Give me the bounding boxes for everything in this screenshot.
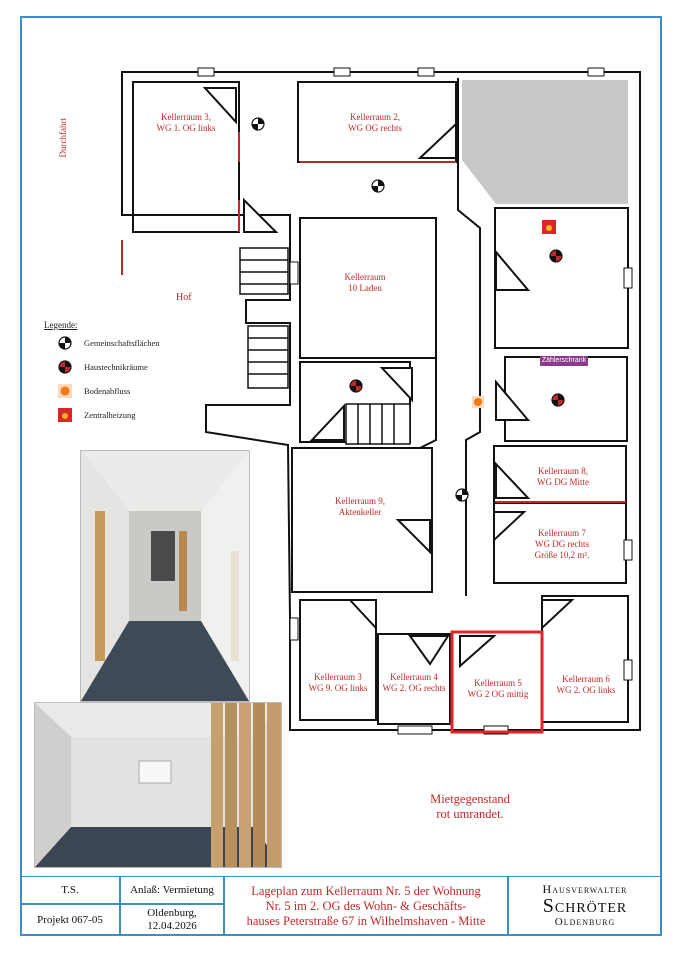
legend-label: Zentralheizung [84, 410, 136, 420]
zentralheizung-symbol [542, 220, 556, 234]
reason-cell: Anlaß: Vermietung [120, 876, 224, 904]
door-swing [350, 600, 376, 628]
shaded-area [462, 80, 628, 204]
legend-item [58, 408, 135, 422]
door-swing [410, 636, 448, 664]
door-swing [312, 406, 344, 440]
haustechnik-icon [58, 360, 72, 374]
brand-city: Oldenburg [554, 916, 616, 928]
door-swing [496, 252, 528, 290]
bodenabfluss-symbol [472, 396, 484, 408]
room-label-k3b: Kellerraum 3 WG 9. OG links [308, 672, 368, 693]
door-swing [398, 520, 430, 552]
title-block [20, 876, 662, 936]
plan-title-line: Lageplan zum Kellerraum Nr. 5 der Wohnung [251, 883, 481, 898]
author-cell: T.S. [20, 876, 120, 904]
legend-item [58, 384, 130, 398]
room-label-k6: Kellerraum 6 WG 2. OG links [556, 674, 616, 695]
room-label-k7: Kellerraum 7 WG DG rechts Größe 10,2 m². [534, 528, 590, 560]
door-swing [496, 382, 528, 420]
photo-corridor [80, 450, 250, 702]
door-swing [460, 636, 494, 666]
room-photo-illustration [35, 703, 281, 867]
legend-item [58, 336, 160, 350]
legend-label: Gemeinschaftsflächen [84, 338, 160, 348]
brand-logo [508, 876, 662, 936]
window [624, 268, 632, 288]
room-wall-zaehler [505, 357, 627, 441]
room-label-k9: Kellerraum 9, Aktenkeller [335, 496, 385, 517]
room-label-k10: Kellerraum 10 Laden [344, 272, 386, 293]
room-label-k3a: Kellerraum 3, WG 1. OG links [156, 112, 216, 133]
stairs [346, 404, 410, 444]
room-label-k2: Kellerraum 2, WG OG rechts [348, 112, 402, 133]
photo-room [34, 702, 282, 868]
zaehlerschrank-label: Zählerschrank [541, 357, 587, 364]
window [290, 618, 298, 640]
window [198, 68, 214, 76]
window [418, 68, 434, 76]
legend-label: Bodenabfluss [84, 386, 131, 396]
corridor-wall [420, 358, 436, 448]
durchfahrt-label: Durchfahrt [58, 118, 68, 158]
zentralheizung-icon [58, 408, 72, 422]
room-wall-k3b [300, 600, 376, 720]
stairs [240, 248, 288, 294]
mietgegenstand-note: Mietgegenstand rot umrandet. [430, 792, 510, 821]
window [290, 262, 298, 284]
plan-title-line: Nr. 5 im 2. OG des Wohn- & Geschäfts- [265, 898, 467, 913]
window [588, 68, 604, 76]
window [398, 726, 432, 734]
door-swing [542, 600, 572, 628]
legend-item [58, 360, 148, 374]
door-swing [382, 368, 412, 400]
plan-title-line: hauses Peterstraße 67 in Wilhelmshaven - Mitte [246, 913, 486, 928]
plan-title [224, 876, 508, 936]
legend-label: Haustechnikräume [84, 362, 148, 372]
room-label-k4: Kellerraum 4 WG 2. OG rechts [382, 672, 446, 693]
brand-top: Hausverwalter [542, 882, 628, 896]
hof-label: Hof [176, 292, 192, 303]
legend-title: Legende: [44, 320, 78, 330]
room-label-k5: Kellerraum 5 WG 2 OG mittig [467, 678, 529, 699]
gemeinschaft-icon [58, 336, 72, 350]
window [334, 68, 350, 76]
brand-name: Schröter [542, 895, 628, 917]
place-date-cell: Oldenburg, 12.04.2026 [120, 904, 224, 936]
bodenabfluss-icon [58, 384, 72, 398]
project-cell: Projekt 067-05 [20, 904, 120, 936]
stairs [248, 326, 288, 388]
room-label-k8: Kellerraum 8, WG DG Mitte [537, 466, 589, 487]
window [624, 540, 632, 560]
corridor-photo-illustration [81, 451, 249, 701]
